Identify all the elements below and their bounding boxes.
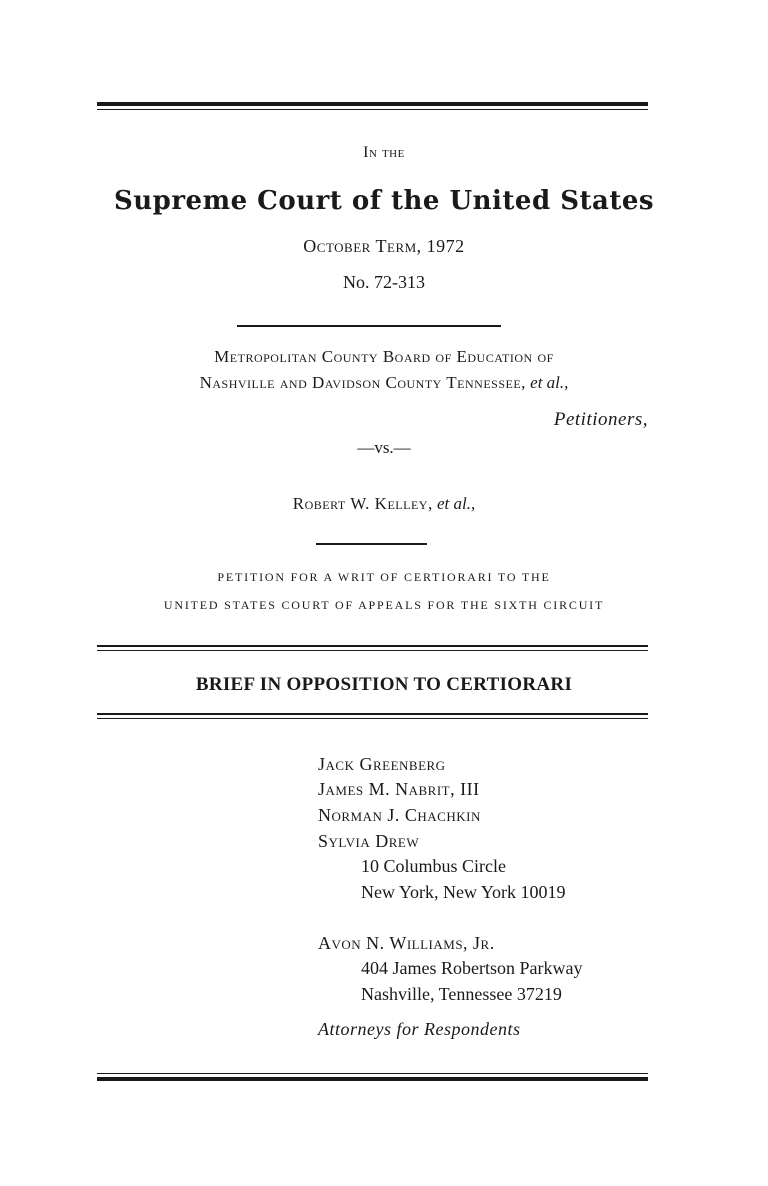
petitioner-line-1: Metropolitan County Board of Education of: [214, 347, 554, 366]
petitioner-etal: et al.,: [530, 373, 569, 392]
petitioner-line-2: [0, 373, 768, 393]
brief-rule-top-2: [97, 650, 648, 651]
petition-line-1: PETITION FOR A WRIT OF CERTIORARI TO THE: [217, 570, 551, 584]
attorney-address: 404 James Robertson Parkway: [361, 958, 583, 978]
brief-rule-bottom-2: [97, 718, 648, 719]
attorney-name: Norman J. Chachkin: [318, 805, 481, 825]
versus-label: —vs.—: [357, 438, 411, 457]
attorneys-role: Attorneys for Respondents: [318, 1019, 521, 1039]
in-the-label: In the: [363, 144, 405, 161]
brief-title: BRIEF IN OPPOSITION TO CERTIORARI: [195, 674, 573, 695]
attorney-name: Jack Greenberg: [318, 754, 446, 774]
attorney-name: James M. Nabrit, III: [318, 779, 480, 799]
top-rule-thick: [97, 102, 648, 106]
term-label: October Term, 1972: [303, 236, 465, 256]
attorney-address: New York, New York 10019: [361, 882, 566, 902]
respondent-name: Robert W. Kelley,: [292, 494, 433, 513]
petitioner-name: Nashville and Davidson County Tennessee,: [199, 373, 526, 392]
caption-divider: [237, 325, 501, 327]
parties-divider: [316, 543, 427, 545]
petition-line-2: UNITED STATES COURT OF APPEALS FOR THE SIXTH CIRCUIT: [163, 598, 605, 612]
top-rule-thin: [97, 109, 648, 110]
petitioner-role: Petitioners,: [553, 409, 648, 430]
attorney-address: Nashville, Tennessee 37219: [361, 984, 562, 1004]
attorney-name: Avon N. Williams, Jr.: [318, 933, 495, 953]
respondent-line: [0, 494, 768, 514]
bottom-rule-thick: [97, 1077, 648, 1081]
respondent-etal: et al.,: [436, 494, 476, 513]
attorney-address: 10 Columbus Circle: [361, 856, 506, 876]
attorney-name: Sylvia Drew: [318, 831, 420, 851]
court-name: Supreme Court of the United States: [113, 186, 655, 216]
brief-rule-bottom-1: [97, 713, 648, 715]
bottom-rule-thin: [97, 1073, 648, 1074]
case-number: No. 72-313: [343, 272, 425, 292]
brief-rule-top-1: [97, 645, 648, 647]
